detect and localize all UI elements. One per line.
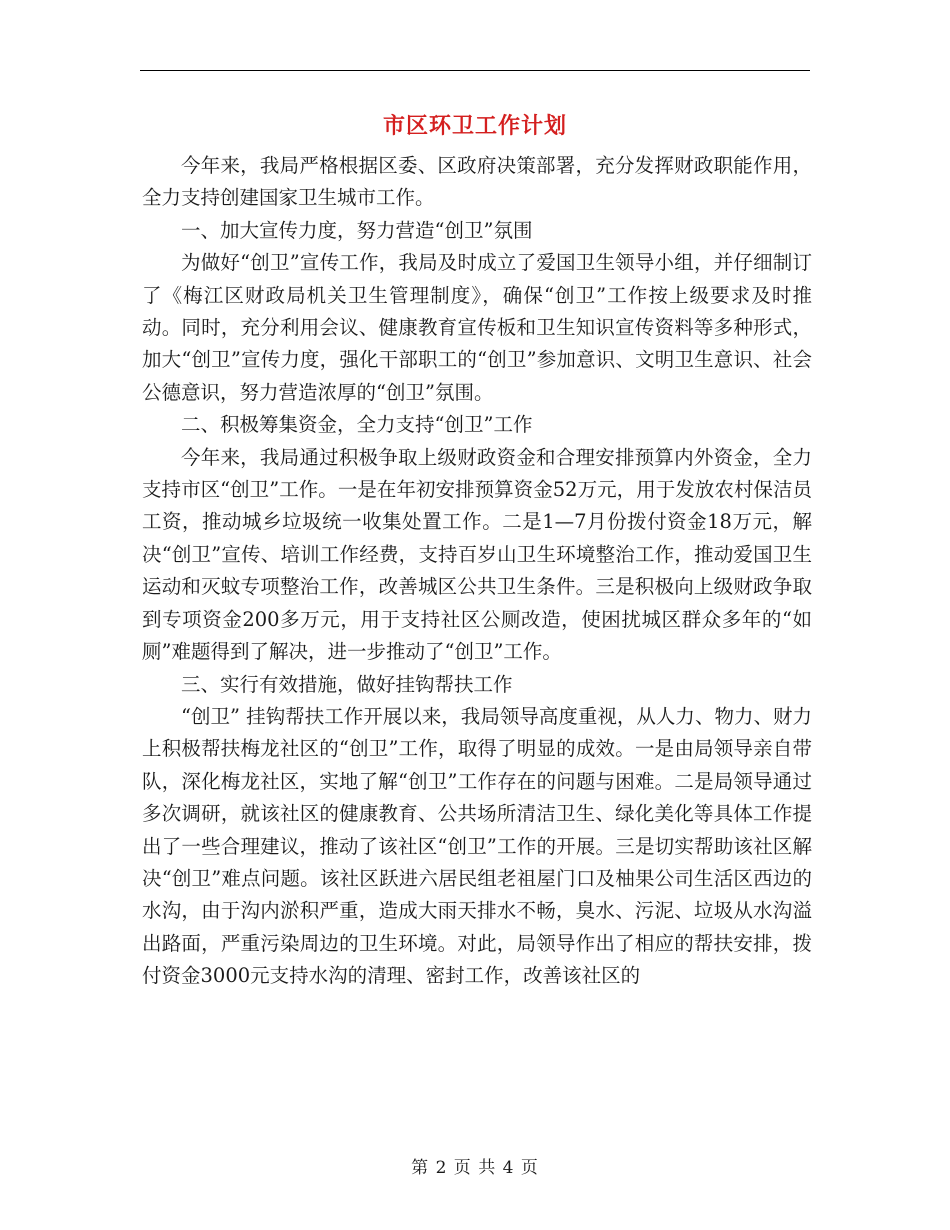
page-number-footer: 第 2 页 共 4 页 <box>411 1158 539 1178</box>
document-title: 市区环卫工作计划 <box>382 113 567 139</box>
section-paragraph-1: 为做好“创卫”宣传工作，我局及时成立了爱国卫生领导小组，并仔细制订了《梅江区财政局机关卫生管理制度》，确保“创卫”工作按上级要求及时推动。同时，充分利用会议、健康教育宣传板和卫生知识宣传资料等多种形式，加大“创卫”宣传力度，强化干部职工的“创卫”参加意识、文明卫生意识、社会公德意识，努力营造浓厚的“创卫”氛围。 <box>142 251 812 404</box>
document-body <box>142 150 812 993</box>
intro-paragraph: 今年来，我局严格根据区委、区政府决策部署，充分发挥财政职能作用，全力支持创建国家卫生城市工作。 <box>142 154 812 210</box>
section-paragraph-2: 今年来，我局通过积极争取上级财政资金和合理安排预算内外资金，全力支持市区“创卫”工作。一是在年初安排预算资金52万元，用于发放农村保洁员工资，推动城乡垃圾统一收集处置工作。二是1—7月份拨付资金18万元，解决“创卫”宣传、培训工作经费，支持百岁山卫生环境整治工作，推动爱国卫生运动和灭蚊专项整治工作，改善城区公共卫生条件。三是积极向上级财政争取到专项资金200多万元，用于支持社区公厕改造，使困扰城区群众多年的“如厕”难题得到了解决，进一步推动了“创卫”工作。 <box>142 445 812 664</box>
section-heading-3: 三、实行有效措施，做好挂钩帮扶工作 <box>181 672 513 696</box>
section-heading-1: 一、加大宣传力度，努力营造“创卫”氛围 <box>181 218 533 242</box>
header-rule <box>140 70 810 71</box>
section-heading-2: 二、积极筹集资金，全力支持“创卫”工作 <box>181 413 533 437</box>
section-paragraph-3: “创卫” 挂钩帮扶工作开展以来，我局领导高度重视，从人力、物力、财力上积极帮扶梅龙社区的“创卫”工作，取得了明显的成效。一是由局领导亲自带队，深化梅龙社区，实地了解“创卫”工作存在的问题与困难。二是局领导通过多次调研，就该社区的健康教育、公共场所清洁卫生、绿化美化等具体工作提出了一些合理建议，推动了该社区“创卫”工作的开展。三是切实帮助该社区解决“创卫”难点问题。该社区跃进六居民组老祖屋门口及柚果公司生活区西边的水沟，由于沟内淤积严重，造成大雨天排水不畅，臭水、污泥、垃圾从水沟溢出路面，严重污染周边的卫生环境。对此，局领导作出了相应的帮扶安排，拨付资金3000元支持水沟的清理、密封工作，改善该社区的 <box>142 704 812 988</box>
